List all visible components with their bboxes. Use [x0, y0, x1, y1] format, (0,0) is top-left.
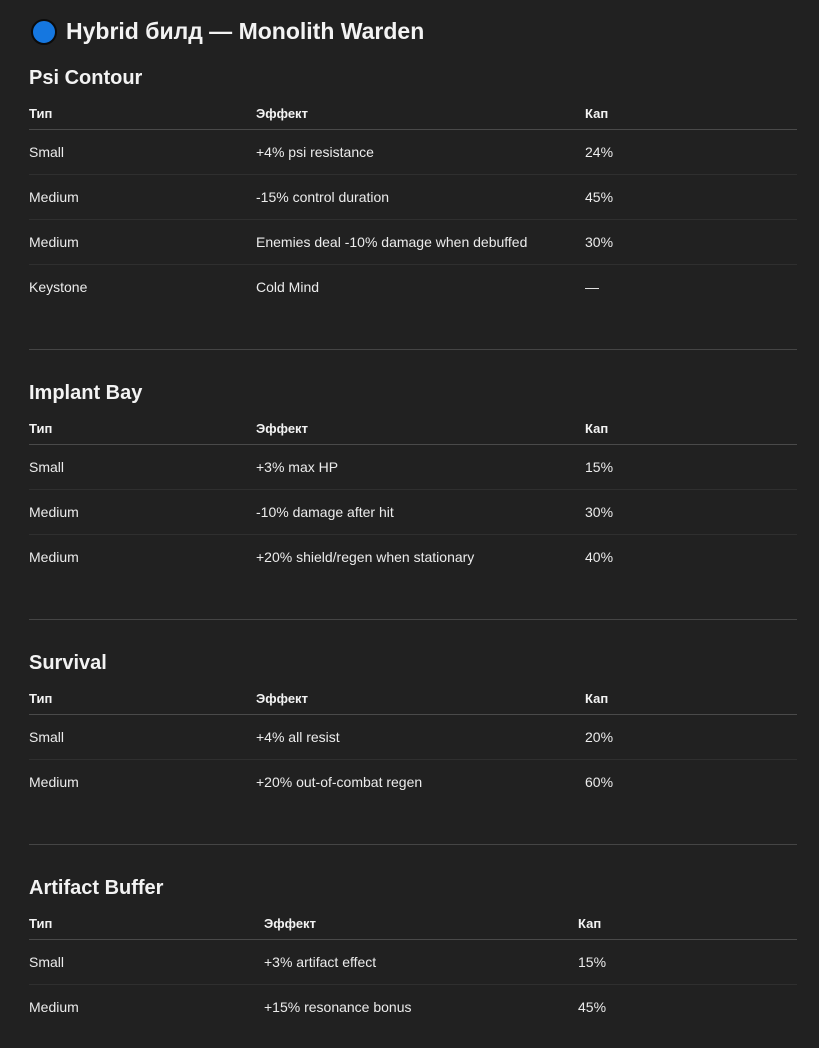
cell-cap: 40% [585, 549, 614, 565]
cell-effect: +3% max HP [256, 445, 585, 490]
table-row [29, 940, 797, 985]
cell-effect: Cold Mind [256, 279, 320, 295]
cell-effect: -10% damage after hit [256, 490, 585, 535]
page-title: Hybrid билд — Monolith Warden [66, 18, 425, 44]
perk-table [29, 97, 797, 309]
perk-table [29, 412, 797, 579]
cell-type: Medium [29, 220, 256, 265]
table-row [29, 715, 797, 760]
cell-effect: -15% control duration [256, 175, 585, 220]
cell-cap: 24% [585, 130, 797, 175]
cell-effect: +20% out-of-combat regen [256, 774, 423, 790]
cell-type: Small [29, 445, 256, 490]
table-header-row [29, 412, 797, 445]
cell-effect: +3% artifact effect [264, 940, 578, 985]
perk-table [29, 907, 797, 1029]
section-psi-contour [29, 65, 797, 309]
cell-type: Small [29, 940, 264, 985]
table-header-row [29, 97, 797, 130]
column-header-cap: Кап [585, 97, 797, 130]
cell-cap: 15% [585, 445, 797, 490]
cell-type: Medium [29, 175, 256, 220]
column-header-effect: Эффект [256, 97, 585, 130]
cell-type: Medium [29, 999, 79, 1015]
cell-effect: +4% psi resistance [256, 130, 585, 175]
perk-table [29, 682, 797, 804]
cell-cap: 45% [585, 175, 797, 220]
column-header-type: Тип [29, 682, 256, 715]
cell-type: Small [29, 130, 256, 175]
column-header-type: Тип [29, 97, 256, 130]
cell-type: Medium [29, 490, 256, 535]
table-row [29, 760, 797, 805]
table-row [29, 490, 797, 535]
page-title-row [31, 18, 424, 45]
cell-cap: 30% [585, 490, 797, 535]
blue-circle-icon [31, 19, 57, 45]
cell-cap: 15% [578, 940, 797, 985]
section-divider [29, 844, 797, 845]
cell-cap: 20% [585, 715, 797, 760]
column-header-cap: Кап [578, 907, 797, 940]
table-row [29, 445, 797, 490]
table-row [29, 535, 797, 580]
cell-effect: +20% shield/regen when stationary [256, 549, 475, 565]
table-row [29, 130, 797, 175]
table-header-row [29, 907, 797, 940]
table-row [29, 220, 797, 265]
cell-effect: Enemies deal -10% damage when debuffed [256, 220, 585, 265]
column-header-cap: Кап [585, 682, 797, 715]
cell-type: Small [29, 715, 256, 760]
column-header-type: Тип [29, 412, 256, 445]
section-heading: Implant Bay [29, 382, 143, 404]
table-row [29, 265, 797, 310]
column-header-effect: Эффект [264, 907, 578, 940]
cell-cap: — [585, 279, 599, 295]
cell-cap: 45% [578, 999, 607, 1015]
cell-cap: 30% [585, 220, 797, 265]
table-header-row [29, 682, 797, 715]
section-divider [29, 349, 797, 350]
section-divider [29, 619, 797, 620]
section-artifact-buffer [29, 875, 797, 1029]
section-heading: Survival [29, 652, 107, 674]
column-header-effect: Эффект [256, 682, 585, 715]
section-heading: Artifact Buffer [29, 877, 164, 899]
section-implant-bay [29, 380, 797, 579]
column-header-cap: Кап [585, 412, 797, 445]
cell-cap: 60% [585, 774, 614, 790]
section-survival [29, 650, 797, 804]
column-header-effect: Эффект [256, 412, 585, 445]
cell-effect: +4% all resist [256, 715, 585, 760]
table-row [29, 175, 797, 220]
cell-type: Keystone [29, 279, 88, 295]
cell-type: Medium [29, 774, 79, 790]
section-heading: Psi Contour [29, 67, 143, 89]
column-header-type: Тип [29, 907, 264, 940]
table-row [29, 985, 797, 1030]
cell-type: Medium [29, 549, 79, 565]
cell-effect: +15% resonance bonus [264, 999, 412, 1015]
